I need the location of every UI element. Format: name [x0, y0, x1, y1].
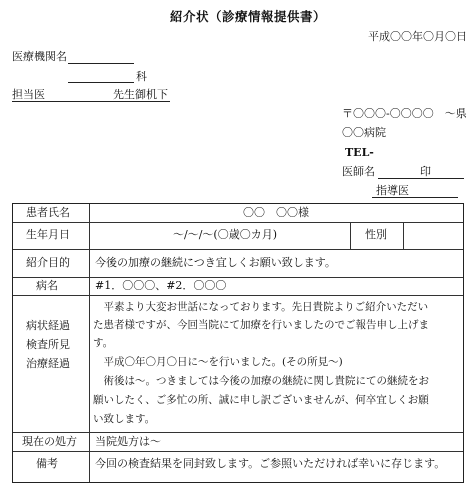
sender-seal: 印 [420, 165, 431, 178]
history-line: た患者様ですが、今回当院にて加療を行いましたのでご報告申し上げま [93, 319, 429, 331]
purpose-value: 今後の加療の継続につき宜しくお願い致します。 [95, 256, 336, 269]
department-suffix: 科 [136, 70, 147, 83]
sender-tel: TEL- [345, 146, 374, 159]
history-line: 平成〇年〇月〇日に〜を行いました。(その所見〜) [93, 356, 343, 368]
doctor-prefix: 担当医 [12, 88, 45, 101]
institution-label: 医療機関名 [12, 50, 67, 63]
history-line: い致します。 [93, 413, 156, 425]
history-line: す。 [93, 337, 114, 349]
supervisor-label: 指導医 [376, 184, 409, 197]
history-line: 平素より大変お世話になっております。先日貴院よりご紹介いただい [93, 301, 429, 313]
sex-label: 性別 [365, 228, 387, 241]
document-date: 平成〇〇年〇月〇日 [368, 30, 467, 43]
patient-name-label: 患者氏名 [26, 206, 70, 219]
dob-value: 〜/〜/〜(〇歳〇カ月) [173, 228, 277, 241]
diagnosis-label: 病名 [36, 279, 58, 292]
current-rx-value: 当院処方は〜 [95, 435, 161, 448]
sender-address: 〒〇〇〇-〇〇〇〇 〜県 [342, 107, 467, 120]
current-rx-label: 現在の処方 [22, 435, 77, 448]
institution-underline [68, 63, 134, 64]
purpose-label: 紹介目的 [26, 256, 70, 269]
department-underline [68, 82, 134, 83]
history-line: 願いしたく、ご多忙の所、誠に申し訳ございませんが、何卒宜しくお願 [93, 394, 429, 406]
history-label-2: 検査所見 [26, 338, 70, 351]
sender-doctor-label: 医師名 [342, 165, 375, 178]
remarks-label: 備考 [36, 457, 58, 470]
diagnosis-value: #1．〇〇〇、#2．〇〇〇 [95, 279, 227, 292]
doctor-underline [12, 101, 170, 102]
referral-table [12, 203, 464, 483]
history-label-3: 治療経過 [26, 357, 70, 370]
document-title: 紹介状（診療情報提供書） [170, 9, 327, 24]
history-line: 術後は〜。つきましては今後の加療の継続に関し貴院にての継続をお [93, 375, 429, 387]
doctor-suffix: 先生御机下 [113, 88, 168, 101]
remarks-value: 今回の検査結果を同封致します。ご参照いただければ幸いに存じます。 [95, 457, 446, 470]
patient-name-value: 〇〇 〇〇様 [243, 206, 309, 219]
dob-label: 生年月日 [26, 228, 70, 241]
sender-hospital: 〇〇病院 [342, 126, 386, 139]
history-label-1: 病状経過 [26, 319, 70, 332]
supervisor-underline [372, 197, 458, 198]
